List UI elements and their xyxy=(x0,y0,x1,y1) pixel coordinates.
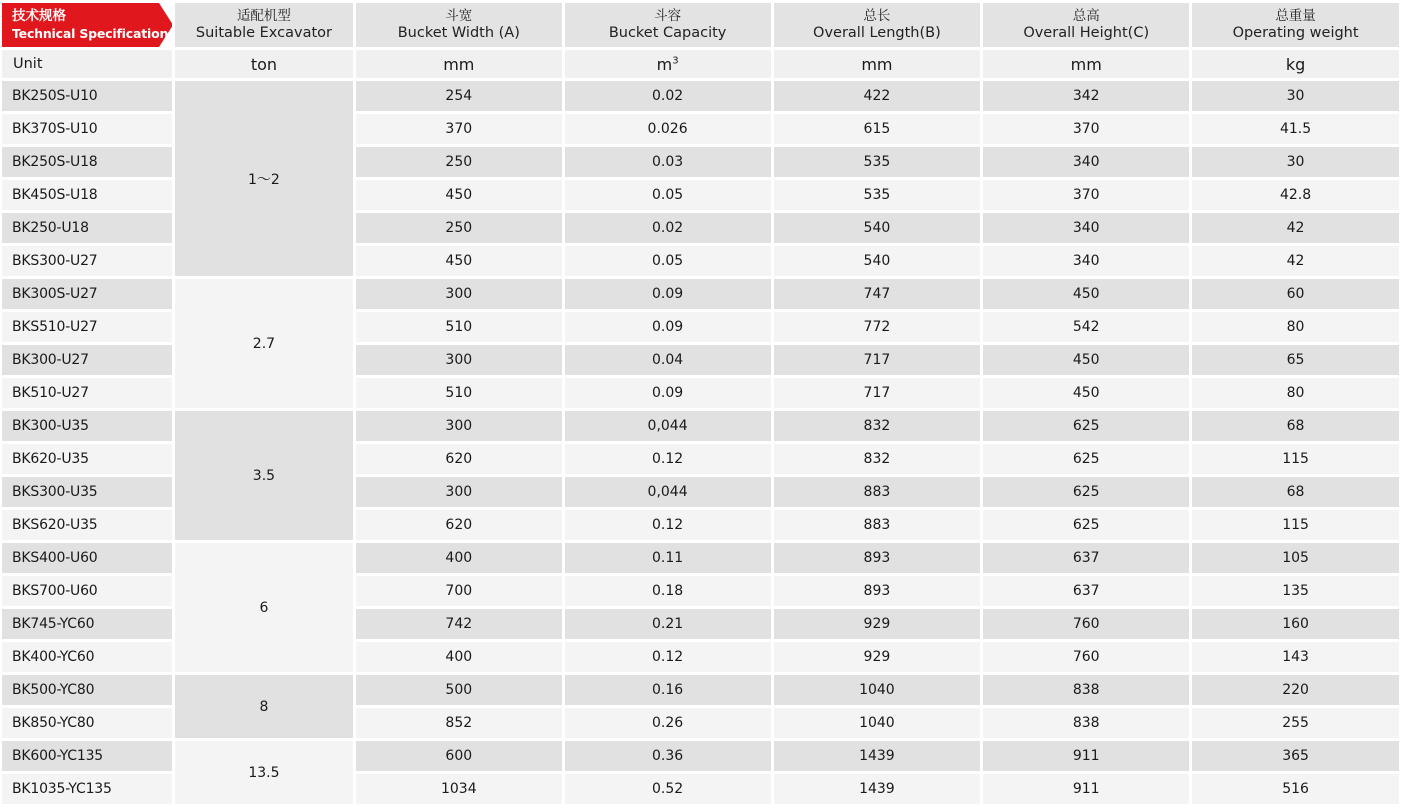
model-cell: BKS300-U35 xyxy=(2,477,172,507)
overall-length-cell: 1439 xyxy=(774,774,981,804)
excavator-group-cell: 13.5 xyxy=(175,741,353,804)
title-arrow-notch xyxy=(159,3,172,47)
bucket-capacity-cell: 0.16 xyxy=(565,675,771,705)
col-header-zh: 斗容 xyxy=(654,8,682,24)
model-cell: BK300-U35 xyxy=(2,411,172,441)
overall-length-cell: 1040 xyxy=(774,675,981,705)
overall-length-cell: 535 xyxy=(774,180,981,210)
title-zh: 技术规格 xyxy=(12,8,66,24)
overall-height-cell: 838 xyxy=(983,708,1189,738)
bucket-capacity-cell: 0.05 xyxy=(565,180,771,210)
col-header-en: Operating weight xyxy=(1232,25,1359,41)
bucket-capacity-cell: 0.18 xyxy=(565,576,771,606)
operating-weight-cell: 68 xyxy=(1192,411,1399,441)
unit-weight: kg xyxy=(1192,50,1399,78)
model-cell: BK1035-YC135 xyxy=(2,774,172,804)
overall-height-cell: 340 xyxy=(983,246,1189,276)
table-row xyxy=(2,741,1399,771)
overall-length-cell: 535 xyxy=(774,147,981,177)
overall-height-cell: 760 xyxy=(983,642,1189,672)
overall-height-cell: 911 xyxy=(983,741,1189,771)
bucket-width-cell: 742 xyxy=(356,609,562,639)
bucket-capacity-cell: 0.09 xyxy=(565,279,771,309)
bucket-capacity-cell: 0.03 xyxy=(565,147,771,177)
col-header-capacity xyxy=(565,3,771,47)
overall-height-cell: 450 xyxy=(983,378,1189,408)
model-cell: BK620-U35 xyxy=(2,444,172,474)
excavator-group-cell: 2.7 xyxy=(175,279,353,408)
operating-weight-cell: 68 xyxy=(1192,477,1399,507)
unit-capacity xyxy=(565,50,771,78)
overall-length-cell: 893 xyxy=(774,576,981,606)
overall-length-cell: 747 xyxy=(774,279,981,309)
bucket-width-cell: 300 xyxy=(356,279,562,309)
unit-label: Unit xyxy=(2,50,172,78)
operating-weight-cell: 516 xyxy=(1192,774,1399,804)
bucket-capacity-cell: 0.04 xyxy=(565,345,771,375)
model-cell: BK400-YC60 xyxy=(2,642,172,672)
col-header-zh: 总高 xyxy=(1072,8,1100,24)
operating-weight-cell: 30 xyxy=(1192,147,1399,177)
bucket-width-cell: 370 xyxy=(356,114,562,144)
bucket-capacity-cell: 0.52 xyxy=(565,774,771,804)
overall-length-cell: 540 xyxy=(774,246,981,276)
overall-length-cell: 929 xyxy=(774,642,981,672)
operating-weight-cell: 30 xyxy=(1192,81,1399,111)
excavator-group-cell: 3.5 xyxy=(175,411,353,540)
overall-height-cell: 637 xyxy=(983,543,1189,573)
table-title xyxy=(2,3,172,47)
bucket-capacity-cell: 0.12 xyxy=(565,642,771,672)
bucket-width-cell: 852 xyxy=(356,708,562,738)
table-row xyxy=(2,543,1399,573)
overall-height-cell: 838 xyxy=(983,675,1189,705)
col-header-length xyxy=(774,3,981,47)
overall-length-cell: 883 xyxy=(774,510,981,540)
unit-row xyxy=(2,50,1399,78)
overall-length-cell: 717 xyxy=(774,378,981,408)
bucket-width-cell: 500 xyxy=(356,675,562,705)
bucket-capacity-cell: 0.12 xyxy=(565,510,771,540)
col-header-en: Suitable Excavator xyxy=(195,25,332,41)
bucket-width-cell: 620 xyxy=(356,444,562,474)
overall-length-cell: 893 xyxy=(774,543,981,573)
overall-height-cell: 542 xyxy=(983,312,1189,342)
table-row xyxy=(2,675,1399,705)
operating-weight-cell: 42 xyxy=(1192,246,1399,276)
overall-length-cell: 832 xyxy=(774,411,981,441)
operating-weight-cell: 60 xyxy=(1192,279,1399,309)
bucket-capacity-cell: 0.09 xyxy=(565,312,771,342)
model-cell: BK450S-U18 xyxy=(2,180,172,210)
overall-height-cell: 911 xyxy=(983,774,1189,804)
col-header-en: Bucket Capacity xyxy=(608,25,727,41)
operating-weight-cell: 160 xyxy=(1192,609,1399,639)
excavator-group-cell: 6 xyxy=(175,543,353,672)
bucket-capacity-cell: 0.09 xyxy=(565,378,771,408)
bucket-capacity-cell: 0.05 xyxy=(565,246,771,276)
bucket-width-cell: 400 xyxy=(356,642,562,672)
operating-weight-cell: 220 xyxy=(1192,675,1399,705)
bucket-width-cell: 510 xyxy=(356,312,562,342)
bucket-width-cell: 250 xyxy=(356,213,562,243)
excavator-group-cell: 8 xyxy=(175,675,353,738)
bucket-capacity-cell: 0.02 xyxy=(565,213,771,243)
bucket-width-cell: 254 xyxy=(356,81,562,111)
model-cell: BKS510-U27 xyxy=(2,312,172,342)
excavator-group-cell: 1～2 xyxy=(175,81,353,276)
model-cell: BKS400-U60 xyxy=(2,543,172,573)
bucket-width-cell: 450 xyxy=(356,180,562,210)
bucket-width-cell: 700 xyxy=(356,576,562,606)
table-row xyxy=(2,411,1399,441)
overall-length-cell: 717 xyxy=(774,345,981,375)
overall-height-cell: 625 xyxy=(983,477,1189,507)
bucket-width-cell: 510 xyxy=(356,378,562,408)
overall-height-cell: 370 xyxy=(983,114,1189,144)
bucket-capacity-cell: 0.26 xyxy=(565,708,771,738)
overall-length-cell: 832 xyxy=(774,444,981,474)
model-cell: BK850-YC80 xyxy=(2,708,172,738)
spec-table-body xyxy=(2,81,1399,804)
bucket-width-cell: 600 xyxy=(356,741,562,771)
overall-length-cell: 540 xyxy=(774,213,981,243)
operating-weight-cell: 135 xyxy=(1192,576,1399,606)
model-cell: BK500-YC80 xyxy=(2,675,172,705)
operating-weight-cell: 143 xyxy=(1192,642,1399,672)
operating-weight-cell: 42.8 xyxy=(1192,180,1399,210)
model-cell: BK370S-U10 xyxy=(2,114,172,144)
model-cell: BK250S-U10 xyxy=(2,81,172,111)
operating-weight-cell: 115 xyxy=(1192,510,1399,540)
col-header-zh: 适配机型 xyxy=(236,8,291,24)
unit-capacity-exponent: 3 xyxy=(672,55,679,67)
operating-weight-cell: 65 xyxy=(1192,345,1399,375)
model-cell: BKS300-U27 xyxy=(2,246,172,276)
model-cell: BK600-YC135 xyxy=(2,741,172,771)
col-header-width xyxy=(356,3,562,47)
operating-weight-cell: 115 xyxy=(1192,444,1399,474)
overall-length-cell: 1439 xyxy=(774,741,981,771)
overall-height-cell: 370 xyxy=(983,180,1189,210)
unit-capacity-base: m xyxy=(656,54,673,74)
col-header-weight xyxy=(1192,3,1399,47)
bucket-width-cell: 450 xyxy=(356,246,562,276)
bucket-width-cell: 620 xyxy=(356,510,562,540)
overall-length-cell: 615 xyxy=(774,114,981,144)
overall-height-cell: 760 xyxy=(983,609,1189,639)
overall-length-cell: 929 xyxy=(774,609,981,639)
col-header-en: Overall Height(C) xyxy=(1023,25,1150,41)
model-cell: BK250-U18 xyxy=(2,213,172,243)
title-en: Technical Specification xyxy=(12,26,169,41)
unit-height: mm xyxy=(983,50,1189,78)
bucket-capacity-cell: 0.026 xyxy=(565,114,771,144)
model-cell: BK250S-U18 xyxy=(2,147,172,177)
table-row xyxy=(2,279,1399,309)
bucket-capacity-cell: 0.12 xyxy=(565,444,771,474)
bucket-capacity-cell: 0.21 xyxy=(565,609,771,639)
model-cell: BK745-YC60 xyxy=(2,609,172,639)
overall-height-cell: 637 xyxy=(983,576,1189,606)
overall-height-cell: 342 xyxy=(983,81,1189,111)
operating-weight-cell: 255 xyxy=(1192,708,1399,738)
overall-height-cell: 340 xyxy=(983,147,1189,177)
col-header-height xyxy=(983,3,1189,47)
operating-weight-cell: 80 xyxy=(1192,378,1399,408)
overall-length-cell: 883 xyxy=(774,477,981,507)
overall-height-cell: 450 xyxy=(983,279,1189,309)
unit-width: mm xyxy=(356,50,562,78)
model-cell: BK300-U27 xyxy=(2,345,172,375)
bucket-width-cell: 300 xyxy=(356,411,562,441)
operating-weight-cell: 41.5 xyxy=(1192,114,1399,144)
bucket-width-cell: 300 xyxy=(356,477,562,507)
col-header-zh: 总重量 xyxy=(1275,8,1316,24)
overall-height-cell: 340 xyxy=(983,213,1189,243)
bucket-width-cell: 300 xyxy=(356,345,562,375)
bucket-width-cell: 1034 xyxy=(356,774,562,804)
bucket-capacity-cell: 0,044 xyxy=(565,477,771,507)
table-row xyxy=(2,81,1399,111)
unit-length: mm xyxy=(774,50,981,78)
operating-weight-cell: 80 xyxy=(1192,312,1399,342)
overall-height-cell: 625 xyxy=(983,411,1189,441)
unit-excavator: ton xyxy=(175,50,353,78)
overall-length-cell: 1040 xyxy=(774,708,981,738)
overall-height-cell: 625 xyxy=(983,444,1189,474)
bucket-capacity-cell: 0,044 xyxy=(565,411,771,441)
col-header-en: Overall Length(B) xyxy=(813,25,941,41)
header-row xyxy=(2,3,1399,47)
operating-weight-cell: 365 xyxy=(1192,741,1399,771)
model-cell: BKS700-U60 xyxy=(2,576,172,606)
overall-height-cell: 450 xyxy=(983,345,1189,375)
col-header-zh: 斗宽 xyxy=(445,8,473,24)
operating-weight-cell: 42 xyxy=(1192,213,1399,243)
bucket-capacity-cell: 0.11 xyxy=(565,543,771,573)
model-cell: BKS620-U35 xyxy=(2,510,172,540)
operating-weight-cell: 105 xyxy=(1192,543,1399,573)
col-header-zh: 总长 xyxy=(863,8,891,24)
bucket-capacity-cell: 0.02 xyxy=(565,81,771,111)
bucket-width-cell: 400 xyxy=(356,543,562,573)
overall-length-cell: 772 xyxy=(774,312,981,342)
overall-height-cell: 625 xyxy=(983,510,1189,540)
col-header-en: Bucket Width (A) xyxy=(397,25,520,41)
overall-length-cell: 422 xyxy=(774,81,981,111)
col-header-excavator xyxy=(175,3,353,47)
bucket-width-cell: 250 xyxy=(356,147,562,177)
model-cell: BK510-U27 xyxy=(2,378,172,408)
model-cell: BK300S-U27 xyxy=(2,279,172,309)
bucket-capacity-cell: 0.36 xyxy=(565,741,771,771)
